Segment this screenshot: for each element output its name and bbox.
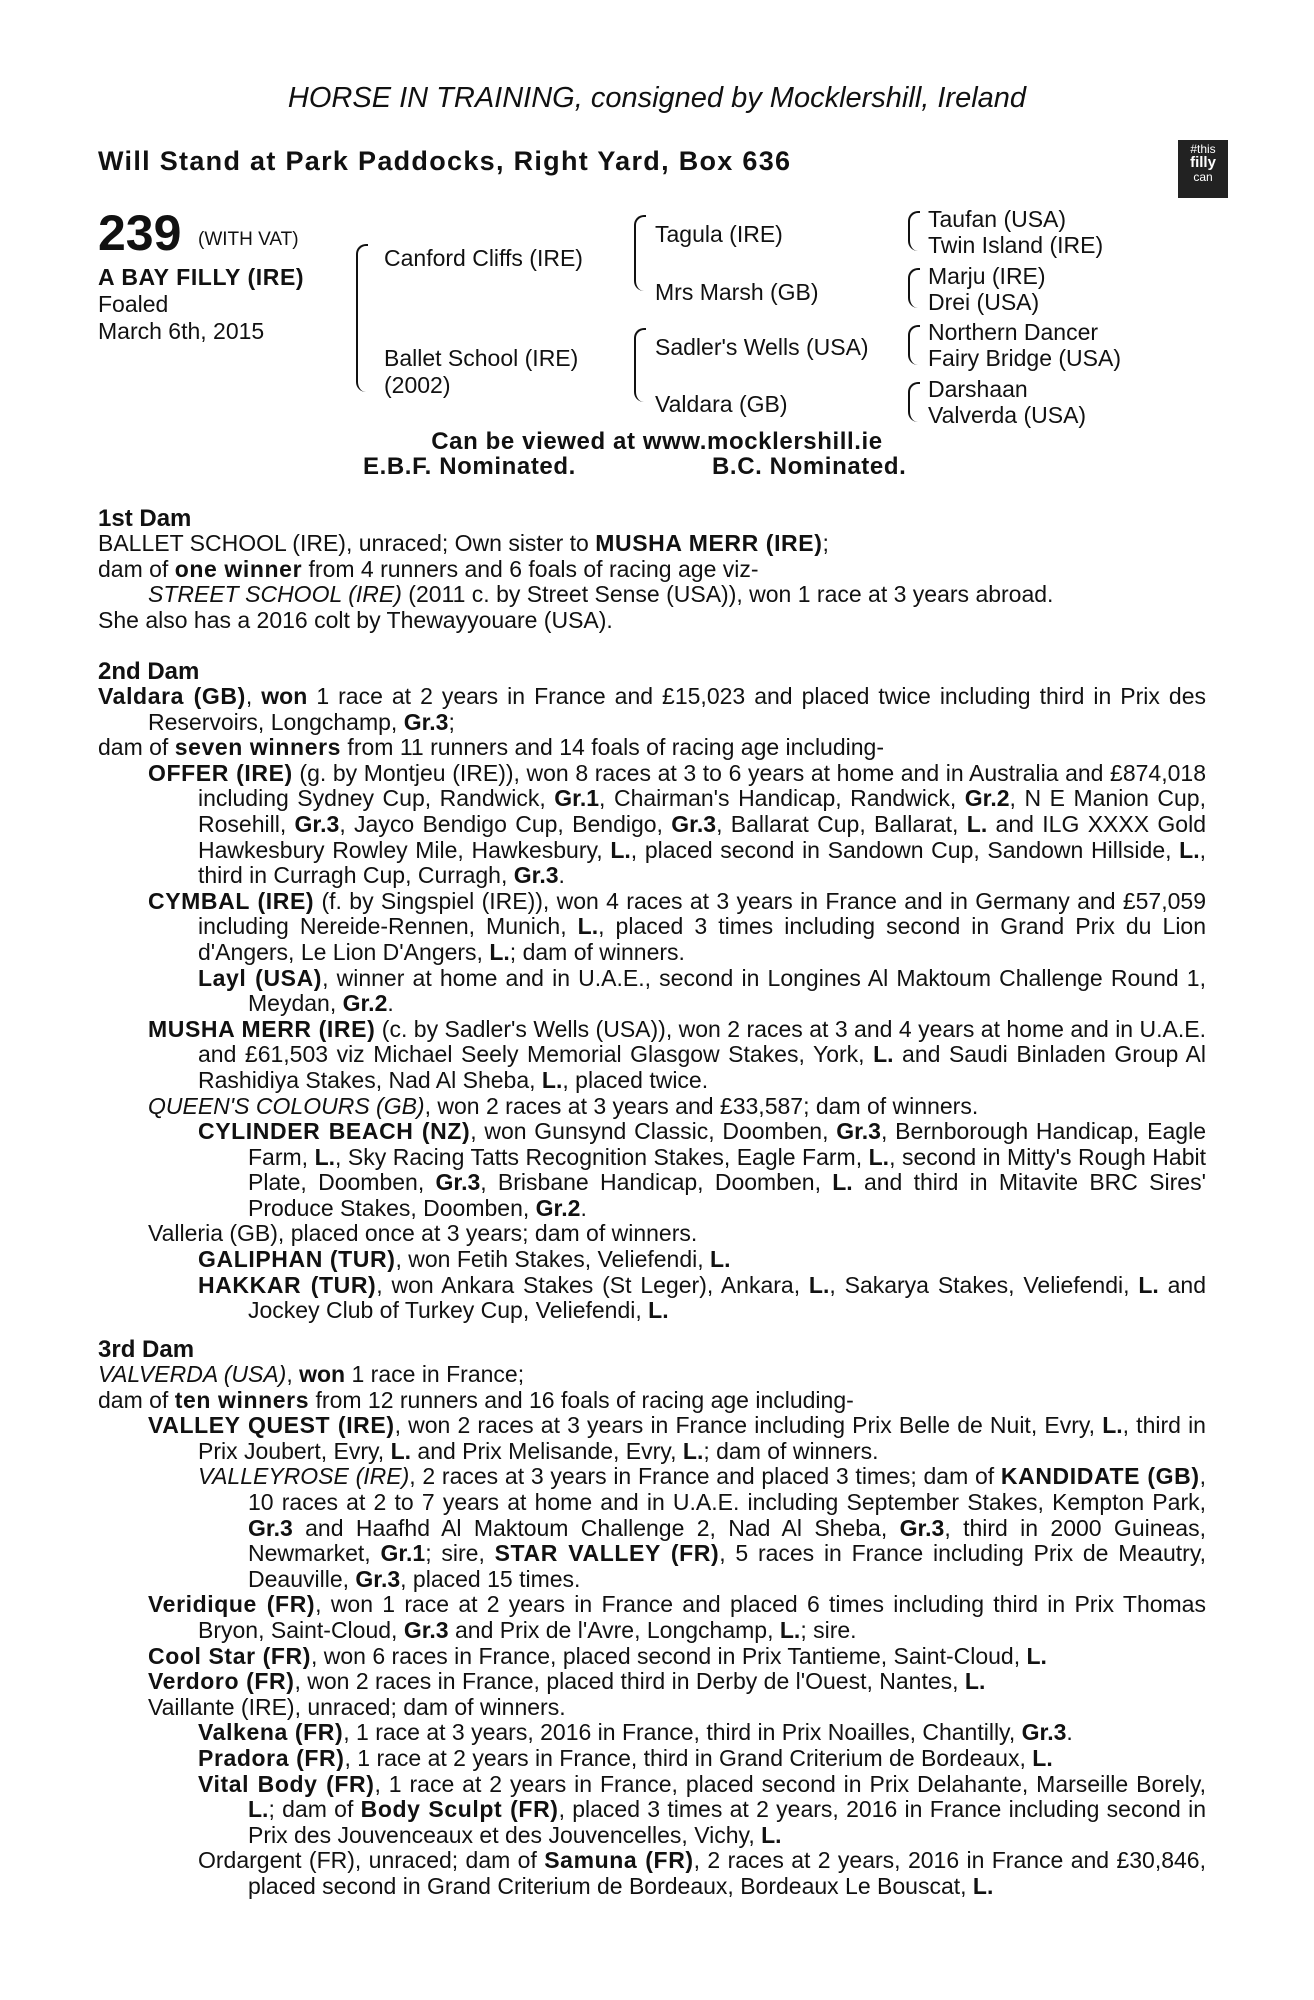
this-filly-can-logo <box>1178 140 1228 198</box>
sire-dam: Mrs Marsh (GB) <box>655 279 819 305</box>
vat-note: (WITH VAT) <box>198 229 299 250</box>
first-dam-heading: 1st Dam <box>98 505 192 532</box>
second-dam-text: Valdara (GB), won 1 race at 2 years in France and £15,023 and placed twice including third in Prix des Reservoirs, Longchamp, Gr.3; dam of seven winners from 11 runners and 14 foals of racing age including- OFFER (IRE) (g. by Montjeu (IRE)), won 8 races at 3 to 6 years at home and in Australia and £874,018 including Sydney Cup, Randwick, Gr.1, Chairman's Handicap, Randwick, Gr.2, N E Manion Cup, Rosehill, Gr.3, Jayco Bendigo Cup, Bendigo, Gr.3, Ballarat Cup, Ballarat, L. and ILG XXXX Gold Hawkesbury Rowley Mile, Hawkesbury, L., placed second in Sandown Cup, Sandown Hillside, L., third in Curragh Cup, Curragh, Gr.3. CYMBAL (IRE) (f. by Singspiel (IRE)), won 4 races at 3 years in France and in Germany and £57,059 including Nereide-Rennen, Munich, L., placed 3 times including second in Grand Prix du Lion d'Angers, Le Lion D'Angers, L.; dam of winners. Layl (USA), winner at home and in U.A.E., second in Longines Al Maktoum Challenge Round 1, Meydan, Gr.2. MUSHA MERR (IRE) (c. by Sadler's Wells (USA)), won 2 races at 3 and 4 years at home and in U.A.E. and £61,503 viz Michael Seely Memorial Glasgow Stakes, York, L. and Saudi Binladen Group Al Rashidiya Stakes, Nad Al Sheba, L., placed twice. QUEEN'S COLOURS (GB), won 2 races at 3 years and £33,587; dam of winners. CYLINDER BEACH (NZ), won Gunsynd Classic, Doomben, Gr.3, Bernborough Handicap, Eagle Farm, L., Sky Racing Tatts Recognition Stakes, Eagle Farm, L., second in Mitty's Rough Habit Plate, Doomben, Gr.3, Brisbane Handicap, Doomben, L. and third in Mitavite BRC Sires' Produce Stakes, Doomben, Gr.2. Valleria (GB), placed once at 3 years; dam of winners. GALIPHAN (TUR), won Fetih Stakes, Veliefendi, L. HAKKAR (TUR), won Ankara Stakes (St Leger), Ankara, L., Sakarya Stakes, Veliefendi, L. and Jockey Club of Turkey Cup, Veliefendi, L. <box>98 683 1207 1324</box>
pedigree-brace-7 <box>908 382 920 422</box>
sire-sire: Tagula (IRE) <box>655 221 783 247</box>
pedigree-brace-4 <box>908 211 920 251</box>
ebf-note: E.B.F. Nominated. <box>363 453 576 480</box>
stand-location: Will Stand at Park Paddocks, Right Yard, Box 636 <box>98 146 792 176</box>
dam-dam: Valdara (GB) <box>655 391 788 417</box>
ss-sire: Taufan (USA) <box>928 206 1067 232</box>
lot-info <box>98 264 304 345</box>
ds-sire: Northern Dancer <box>928 319 1099 345</box>
second-dam-heading: 2nd Dam <box>98 658 200 685</box>
logo-line-3: can <box>1193 170 1213 184</box>
third-dam-text: VALVERDA (USA), won 1 race in France; dam of ten winners from 12 runners and 16 foals of racing age including- VALLEY QUEST (IRE), won 2 races at 3 years in France including Prix Belle de Nuit, Evry, L., third in Prix Joubert, Evry, L. and Prix Melisande, Evry, L.; dam of winners. VALLEYROSE (IRE), 2 races at 3 years in France and placed 3 times; dam of KANDIDATE (GB), 10 races at 2 to 7 years at home and in U.A.E. including September Stakes, Kempton Park, Gr.3 and Haafhd Al Maktoum Challenge 2, Nad Al Sheba, Gr.3, third in 2000 Guineas, Newmarket, Gr.1; sire, STAR VALLEY (FR), 5 races in France including Prix de Meautry, Deauville, Gr.3, placed 15 times. Veridique (FR), won 1 race at 2 years in France and placed 6 times including third in Prix Thomas Bryon, Saint-Cloud, Gr.3 and Prix de l'Avre, Longchamp, L.; sire. Cool Star (FR), won 6 races in France, placed second in Prix Tantieme, Saint-Cloud, L. Verdoro (FR), won 2 races in France, placed third in Derby de l'Ouest, Nantes, L. Vaillante (IRE), unraced; dam of winners. Valkena (FR), 1 race at 3 years, 2016 in France, third in Prix Noailles, Chantilly, Gr.3. Pradora (FR), 1 race at 2 years in France, third in Grand Criterium de Bordeaux, L. Vital Body (FR), 1 race at 2 years in France, placed second in Prix Delahante, Marseille Borely, L.; dam of Body Sculpt (FR), placed 3 times at 2 years, 2016 in France including second in Prix des Jouvenceaux et des Jouvencelles, Vichy, L. Ordargent (FR), unraced; dam of Samuna (FR), 2 races at 2 years, 2016 in France and £30,846, placed second in Grand Criterium de Bordeaux, Bordeaux Le Bouscat, L. <box>98 1361 1207 1899</box>
pedigree-brace-2 <box>634 215 646 291</box>
viewing-note: Can be viewed at www.mocklershill.ie <box>431 428 883 455</box>
sd-dam: Drei (USA) <box>928 289 1040 315</box>
third-dam-heading: 3rd Dam <box>98 1336 195 1363</box>
first-dam-text: BALLET SCHOOL (IRE), unraced; Own sister to MUSHA MERR (IRE); dam of one winner from 4 runners and 6 foals of racing age viz- STREET SCHOOL (IRE) (2011 c. by Street Sense (USA)), won 1 race at 3 years abroad. She also has a 2016 colt by Thewayyouare (USA). <box>98 530 1054 633</box>
bc-note: B.C. Nominated. <box>712 453 907 480</box>
logo-line-2: filly <box>1190 154 1216 171</box>
lot-number: 239 <box>98 205 182 261</box>
dd-sire: Darshaan <box>928 376 1028 402</box>
sd-sire: Marju (IRE) <box>928 263 1046 289</box>
page-header: HORSE IN TRAINING, consigned by Mocklershill, Ireland <box>287 82 1027 114</box>
pedigree-brace-6 <box>908 325 920 365</box>
lot-title: A BAY FILLY (IRE) <box>98 264 305 290</box>
foaled-label: Foaled <box>98 291 169 317</box>
ss-dam: Twin Island (IRE) <box>928 232 1104 258</box>
pedigree-brace-3 <box>634 328 646 402</box>
foaled-date: March 6th, 2015 <box>98 318 265 344</box>
dam: Ballet School (IRE) <box>384 345 579 371</box>
dd-dam: Valverda (USA) <box>928 402 1087 428</box>
dam-year: (2002) <box>384 372 451 398</box>
sire: Canford Cliffs (IRE) <box>384 245 583 271</box>
logo-line-1: #this <box>1190 142 1216 156</box>
ds-dam: Fairy Bridge (USA) <box>928 345 1121 371</box>
dam-sire: Sadler's Wells (USA) <box>655 334 869 360</box>
pedigree-brace-5 <box>908 268 920 308</box>
pedigree-brace-1 <box>356 244 368 392</box>
